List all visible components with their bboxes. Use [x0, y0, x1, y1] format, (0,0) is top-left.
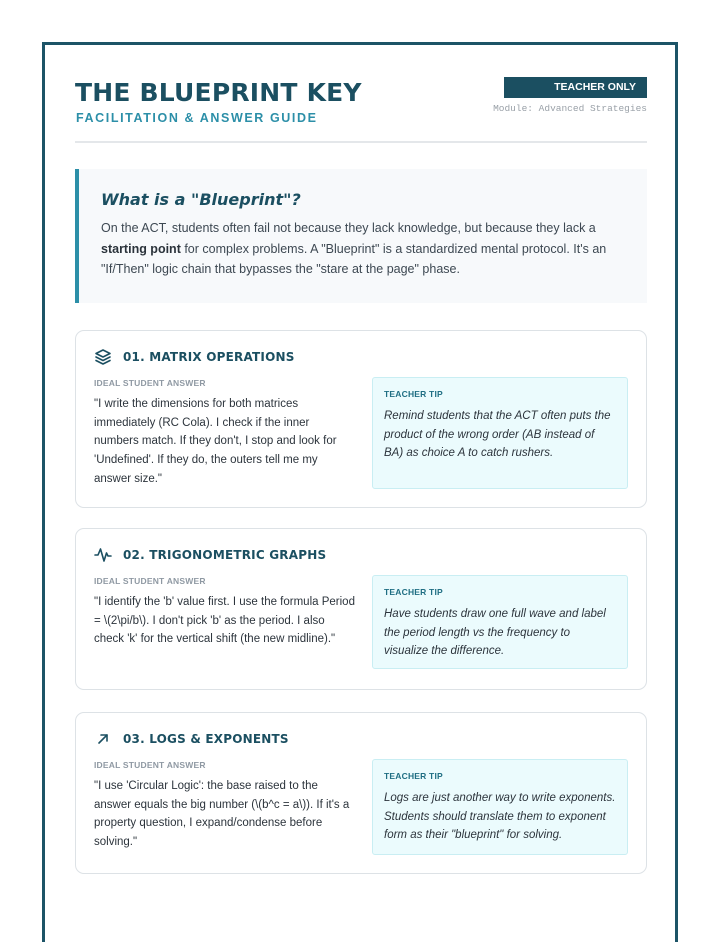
wave-pulse-icon [94, 546, 112, 564]
card-header [94, 348, 295, 366]
page-title: THE BLUEPRINT KEY [75, 78, 362, 107]
module-label: Module: Advanced Strategies [493, 103, 647, 114]
teacher-tip [372, 759, 628, 855]
card-header [94, 730, 289, 748]
answer-text: "I use 'Circular Logic': the base raised to the answer equals the big number (\(b^c = a\)). If it's a property question, I expand/condense before solving." [94, 780, 350, 849]
answer-label: IDEAL STUDENT ANSWER [94, 378, 206, 388]
arrow-up-right-icon [94, 730, 112, 748]
teacher-tip [372, 575, 628, 669]
teacher-tip [372, 377, 628, 489]
page-subtitle: FACILITATION & ANSWER GUIDE [76, 111, 318, 125]
layers-icon [94, 348, 112, 366]
header [75, 75, 647, 143]
intro-body-emphasis: starting point [101, 241, 181, 256]
card-title: 01. MATRIX OPERATIONS [123, 350, 295, 364]
card-header [94, 546, 326, 564]
page-frame [42, 42, 678, 942]
card-title: 02. TRIGONOMETRIC GRAPHS [123, 548, 327, 562]
tip-label: TEACHER TIP [384, 389, 443, 399]
card-title: 03. LOGS & EXPONENTS [123, 732, 289, 746]
intro-body-text: On the ACT, students often fail not because they lack knowledge, but because they lack a [101, 221, 596, 235]
card-trigonometric-graphs [75, 528, 647, 690]
tip-text: Logs are just another way to write exponents. Students should translate them to exponent form as their "blueprint" for solving. [384, 792, 616, 842]
intro-body [101, 218, 625, 280]
answer-text: "I write the dimensions for both matrices immediately (RC Cola). I check if the inner numbers match. If they don't, I stop and look for 'Undefined'. If they do, the outers tell me my answer size." [94, 398, 337, 485]
answer-label: IDEAL STUDENT ANSWER [94, 760, 206, 770]
answer-text: "I identify the 'b' value first. I use the formula Period = \(2\pi/b\). I don't pick 'b' as the period. I also check 'k' for the vertical shift (the new midline)." [94, 596, 355, 646]
tip-text: Remind students that the ACT often puts the product of the wrong order (AB instead of BA) as choice A to catch rushers. [384, 410, 611, 460]
card-matrix-operations [75, 330, 647, 508]
tip-label: TEACHER TIP [384, 771, 443, 781]
tip-text: Have students draw one full wave and label the period length vs the frequency to visualize the difference. [384, 608, 606, 658]
answer-label: IDEAL STUDENT ANSWER [94, 576, 206, 586]
intro-title: What is a "Blueprint"? [101, 190, 301, 209]
teacher-only-badge: TEACHER ONLY [504, 77, 647, 98]
intro-body-text-end: for complex problems. A "Blueprint" is a standardized mental protocol. It's an "If/Then" logic chain that bypasses the "stare at the page" phase. [101, 241, 607, 276]
tip-label: TEACHER TIP [384, 587, 443, 597]
card-logs-exponents [75, 712, 647, 874]
intro-callout [75, 169, 647, 303]
